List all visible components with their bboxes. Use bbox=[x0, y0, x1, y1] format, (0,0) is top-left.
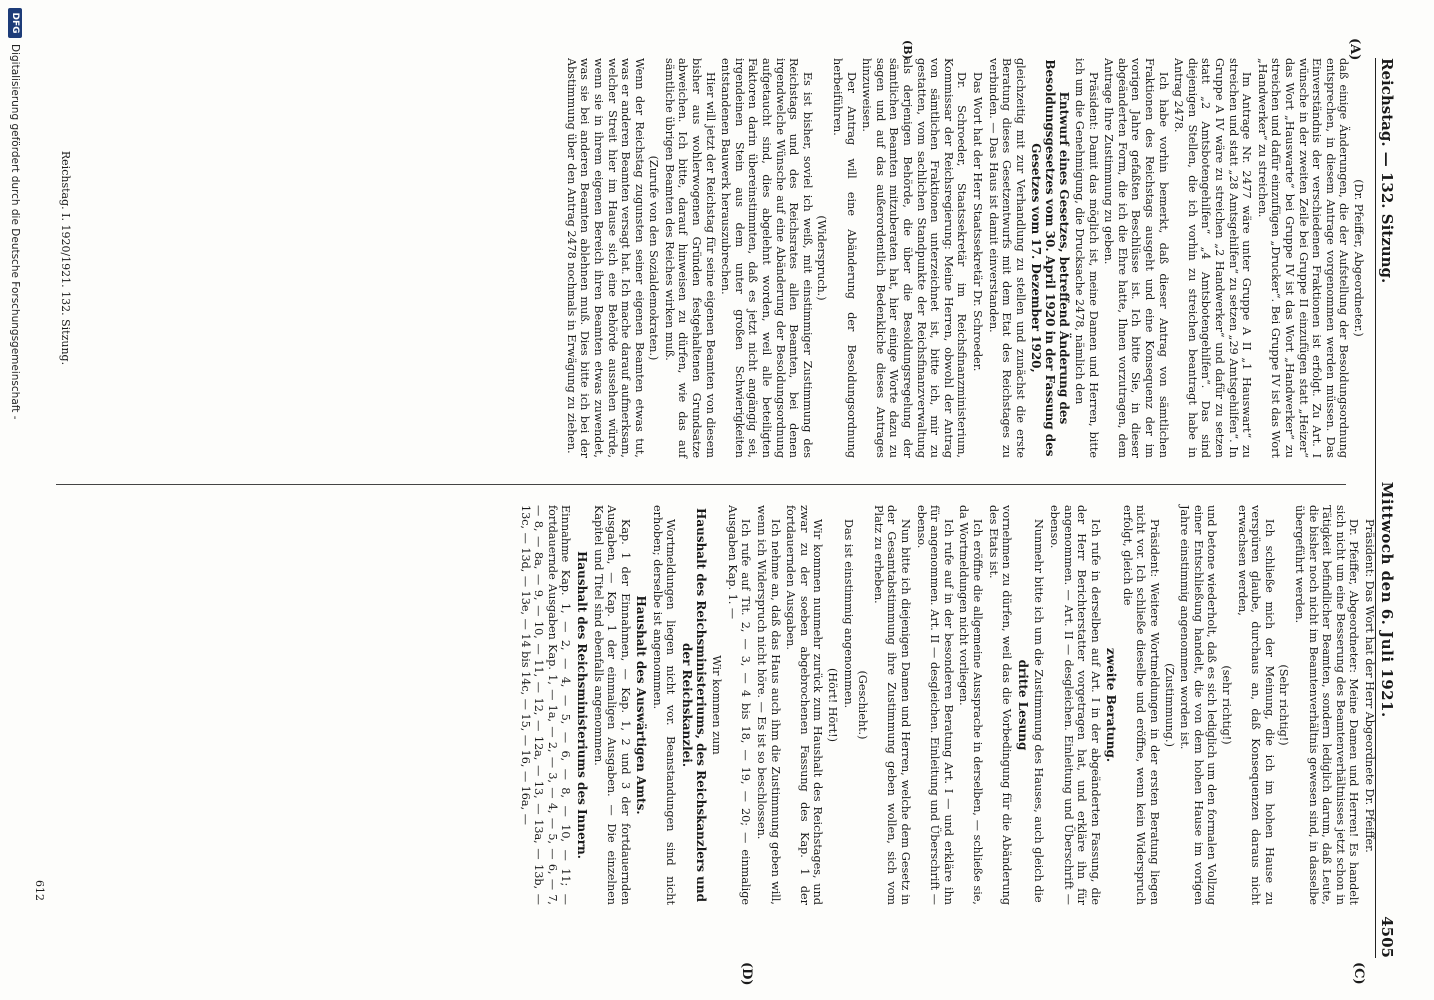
paragraph: Ich rufe auf Tit. 2, — 3, — 4 bis 18, — 19, — 20; — einmalige Ausgaben Kap. 1. — bbox=[725, 505, 753, 905]
interjection: (Zurufe von den Sozialdemokraten.) bbox=[647, 155, 661, 361]
paragraph: Einnahme Kap. 1, — 2, — 4, — 5, — 6, — 8, — 10, — 11; — fortdauernde Ausgaben Kap. 1, — 1a, — 2, — 3, — 4, — 5, — 6, — 7, — 8, — 8a, — 9, — 10, — 11, — 12, — 12a, — 13, — 13a, — 13b, — 13c, — 13d, — 13e, — 14 bis 14c, — 15, — 16, — 16a, — bbox=[518, 505, 573, 905]
margin-mark-a: (A) bbox=[1347, 38, 1362, 61]
page-footer: Reichstag. I. 1920/1921. 132. Sitzung. bbox=[59, 150, 72, 366]
paragraph: Ich rufe auf in der besonderen Beratung Art. I — und erkläre ihn für angenommen. Art. II — desgleichen. Einleitung und Überschrift — ebenso. bbox=[914, 505, 955, 905]
margin-mark-c: (C) bbox=[1351, 962, 1366, 985]
left-column bbox=[562, 58, 1366, 458]
paragraph: vornehmen zu dürfen, weil das die Vorbedingung für die Abänderung des Etats ist. bbox=[986, 505, 1014, 905]
paragraph: Der Antrag will eine Abänderung der Besoldungsordnung herbeiführen. bbox=[831, 58, 858, 458]
paragraph: Es ist bisher, soviel ich weiß, mit einstimmiger Zustimmung des Reichstags und des Reichsrates allen Beamten, bei denen irgendwelche Wünsche auf eine Abänderung der Besoldungsordnung aufgetaucht sind, dies abgelehnt worden, weil alle beteiligten Faktoren darin übereinstimmten, daß es jetzt nicht angängig sei, irgendeinen Stein aus dem unter großen Schwierigkeiten entstandenen Bauwerk herauszubrechen. bbox=[719, 58, 814, 458]
section-heading: zweite Beratung. bbox=[1104, 647, 1119, 763]
interjection: (Geschieht.) bbox=[856, 670, 870, 740]
interjection: (Zustimmung.) bbox=[1162, 663, 1176, 747]
paragraph: daß einige Änderungen, die der Aufstellung der Besoldungsordnung entsprechen, in diesem Antrage vorgenommen werden müssen. Das Einverständnis der verschiedenen Fraktionen ist erfolgt. Zu Art. I wünsche in der zweiten Zeile bei Gruppe II einzufügen statt „Heizer“ das Wort „Hauswarte“ bei Gruppe IV ist das Wort „Handwerker“ zu streichen und dafür einzufügen „Drucker“. Bei Gruppe IV ist das Wort „Handwerker“ zu streichen. bbox=[1255, 58, 1351, 458]
paragraph: Wir kommen nunmehr zurück zum Haushalt des Reichstages, und zwar zu der soeben abgebrochenen Fassung des Kap. 1 der fortdauernden Ausgaben. bbox=[784, 505, 825, 905]
paragraph: Kap. 1 der Einnahmen, — Kap. 1, 2 und 3 der fortdauernden Ausgaben, — Kap. 1 der einmaligen Ausgaben. — Die einzelnen Kapitel und Titel sind ebenfalls angenommen. bbox=[591, 505, 632, 905]
margin-mark-b: (B) bbox=[901, 40, 914, 60]
section-heading: Haushalt des Reichsministeriums, des Reichskanzlers und der Reichskanzlei. bbox=[680, 507, 708, 902]
paragraph: Wir kommen zum bbox=[710, 655, 724, 755]
paragraph: Präsident: Weitere Wortmeldungen in der ersten Beratung liegen nicht vor. Ich schließe dieselbe und eröffne, wenn kein Widerspruch erfolgt, gleich die bbox=[1120, 505, 1162, 905]
section-heading: dritte Lesung bbox=[1015, 659, 1030, 751]
interjection: (sehr richtig!) bbox=[1220, 665, 1234, 745]
paragraph: Wenn der Reichstag zugunsten seiner eigenen Beamten etwas tut, was er anderen Beamten versagt hat. Ich mache darauf aufmerksam, welcher Streit hier im Hause sich eine Behörde aussehen würde, wenn sie in ihrem eigenen Bereich ihren Beamten etwas zuwendet, was sie bei anderen Beamten ablehnen muß. Dies bitte ich bei der Abstimmung über den Antrag 2478 nochmals in Erwägung zu ziehen. bbox=[564, 58, 646, 458]
paragraph: Präsident: Damit das möglich ist, meine Damen und Herren, bitte ich um die Genehmigung, die Drucksache 2478, nämlich den bbox=[1073, 58, 1100, 458]
paragraph: gleichzeitig mit zur Verhandlung zu stellen und zunächst die erste Beratung dieses Gesetzentwurfs mit dem Etat des Reichstages zu verbinden. — Das Haus ist damit einverstanden. bbox=[986, 58, 1027, 458]
section-heading: Haushalt des Auswärtigen Amts. bbox=[634, 595, 649, 815]
paragraph: Wortmeldungen liegen nicht vor. Beanstandungen sind nicht erhoben; derselbe ist angenommen. bbox=[650, 505, 678, 905]
paragraph: Nun bitte ich diejenigen Damen und Herren, welche dem Gesetz in der Gesamtabstimmung ihre Zustimmung geben wollen, sich vom Platz zu erheben. bbox=[871, 505, 912, 905]
column-divider bbox=[56, 484, 1346, 485]
header-date: Mittwoch den 6. Juli 1921. bbox=[1378, 481, 1396, 718]
digitization-credit bbox=[4, 0, 26, 1000]
paragraph: Dr. Pfeiffer, Abgeordneter: Meine Damen und Herren! Es handelt sich nicht um eine Besserung des Beamtenverhältnisses jetzt schon in Tätigkeit befindlicher Beamten, sondern lediglich darum, daß Leute, die bisher noch nicht im Beamtenverhältnis gewesen sind, in dasselbe übergeführt werden. bbox=[1293, 505, 1361, 905]
paragraph: Dr. Schroeder, Staatssekretär im Reichsfinanzministerium, Kommissar der Reichsregierung: Meine Herren, obwohl der Antrag von sämtlichen Fraktionen unterzeichnet ist, bitte ich, mir zu gestatten, vom sachlichen Standpunkte der Reichsfinanzverwaltung als derjenigen Behörde, die über die Besoldungsregelung der sämtlichen Beamten mitzuberaten hat, hier einige Worte dazu zu sagen und auf das außerordentlich Bedenkliche dieses Antrages hinzuweisen. bbox=[860, 58, 969, 458]
paragraph: Im Antrage Nr. 2477 wäre unter Gruppe A II „1 Hauswart“ zu streichen und statt „28 Amtsgehilfen“ zu setzen „29 Amtsgehilfen“. In Gruppe A IV wäre zu streichen „2 Handwerker“ und dafür zu setzen statt „2 Amtsbotengehilfen“ „4 Amtsbotengehilfen“. Das sind diejenigen Stellen, die ich vorhin zu streichen beantragt habe in Antrag 2478. bbox=[1172, 58, 1254, 458]
paragraph: Ich eröffne die allgemeine Aussprache in derselben, — schließe sie, da Wortmeldungen nicht vorliegen. bbox=[957, 505, 984, 905]
paragraph: Ich habe vorhin bemerkt, daß dieser Antrag von sämtlichen Fraktionen des Reichstags ausgeht und eine Konsequenz der im vorigen Jahre gefaßten Beschlüsse ist. Ich bitte Sie, in dieser abgeänderten Form, die ich die Ehre hatte, Ihnen vorzutragen, dem Antrage Ihre Zustimmung zu geben. bbox=[1102, 58, 1170, 458]
header-left: Reichstag. — 132. Sitzung. bbox=[1378, 58, 1396, 284]
paragraph: Das Wort hat der Herr Staatssekretär Dr. Schroeder. bbox=[970, 72, 984, 372]
right-column bbox=[516, 505, 1376, 905]
header-page-number: 4505 bbox=[1378, 916, 1396, 958]
bill-title: Entwurf eines Gesetzes, betreffend Änderung des Besoldungsgesetzes vom 30. April 1920 in der Fassung des Gesetzes vom 17. Dezember 1920, bbox=[1029, 59, 1071, 457]
paragraph: Präsident: Das Wort hat der Herr Abgeordnete Dr. Pfeiffer. bbox=[1363, 519, 1376, 853]
paragraph: Ich schließe mich der Meinung, die ich im hohen Hause zu verspüren glaube, durchaus an, daß Konsequenzen daraus nicht erwachsen werden, bbox=[1235, 505, 1276, 905]
interjection: (Widerspruch.) bbox=[815, 215, 829, 301]
paragraph: Ich rufe in derselben auf Art. I in der abgeänderten Fassung, die der Herr Berichterstatter vorgetragen hat, und erkläre ihn für angenommen. — Art. II — desgleichen. Einleitung und Überschrift — ebenso. bbox=[1047, 505, 1102, 905]
paragraph: Hier will jetzt der Reichstag für seine eigenen Beamten von diesem bisher aus wohlerwogenen Gründen festgehaltenen Grundsatze abweichen. Ich bitte, darauf hinweisen zu dürfen, wie das auf sämtliche übrigen Beamten des Reiches wirken muß. bbox=[662, 58, 717, 458]
interjection: (Hört! Hört!) bbox=[826, 668, 840, 742]
interjection: (Sehr richtig!) bbox=[1277, 664, 1291, 746]
footer-page-number: 612 bbox=[33, 880, 46, 901]
speaker-note: (Dr. Pfeiffer, Abgeordneter.) bbox=[1352, 179, 1365, 337]
paragraph: und betone wiederholt, daß es sich lediglich um den formalen Vollzug einer Entschließung handelt, die von dem hohen Hause im vorigen Jahre einstimmig angenommen worden ist. bbox=[1178, 505, 1219, 905]
page-header bbox=[1375, 58, 1406, 958]
margin-mark-d: (D) bbox=[739, 962, 754, 986]
paragraph: Nunmehr bitte ich um die Zustimmung des Hauses, auch gleich die bbox=[1032, 519, 1046, 903]
section-heading: Haushalt des Reichsministeriums des Innern. bbox=[574, 551, 589, 859]
credit-text: Digitalisierung gefördert durch die Deutsche Forschungsgemeinschaft - bbox=[9, 44, 21, 420]
paragraph: Ich nehme an, daß das Haus auch ihm die Zustimmung geben will, wenn ich Widerspruch nicht höre. — Es ist so beschlossen. bbox=[755, 505, 782, 905]
dfg-logo: DFG bbox=[8, 8, 22, 38]
paragraph: Das ist einstimmig angenommen. bbox=[841, 519, 855, 709]
